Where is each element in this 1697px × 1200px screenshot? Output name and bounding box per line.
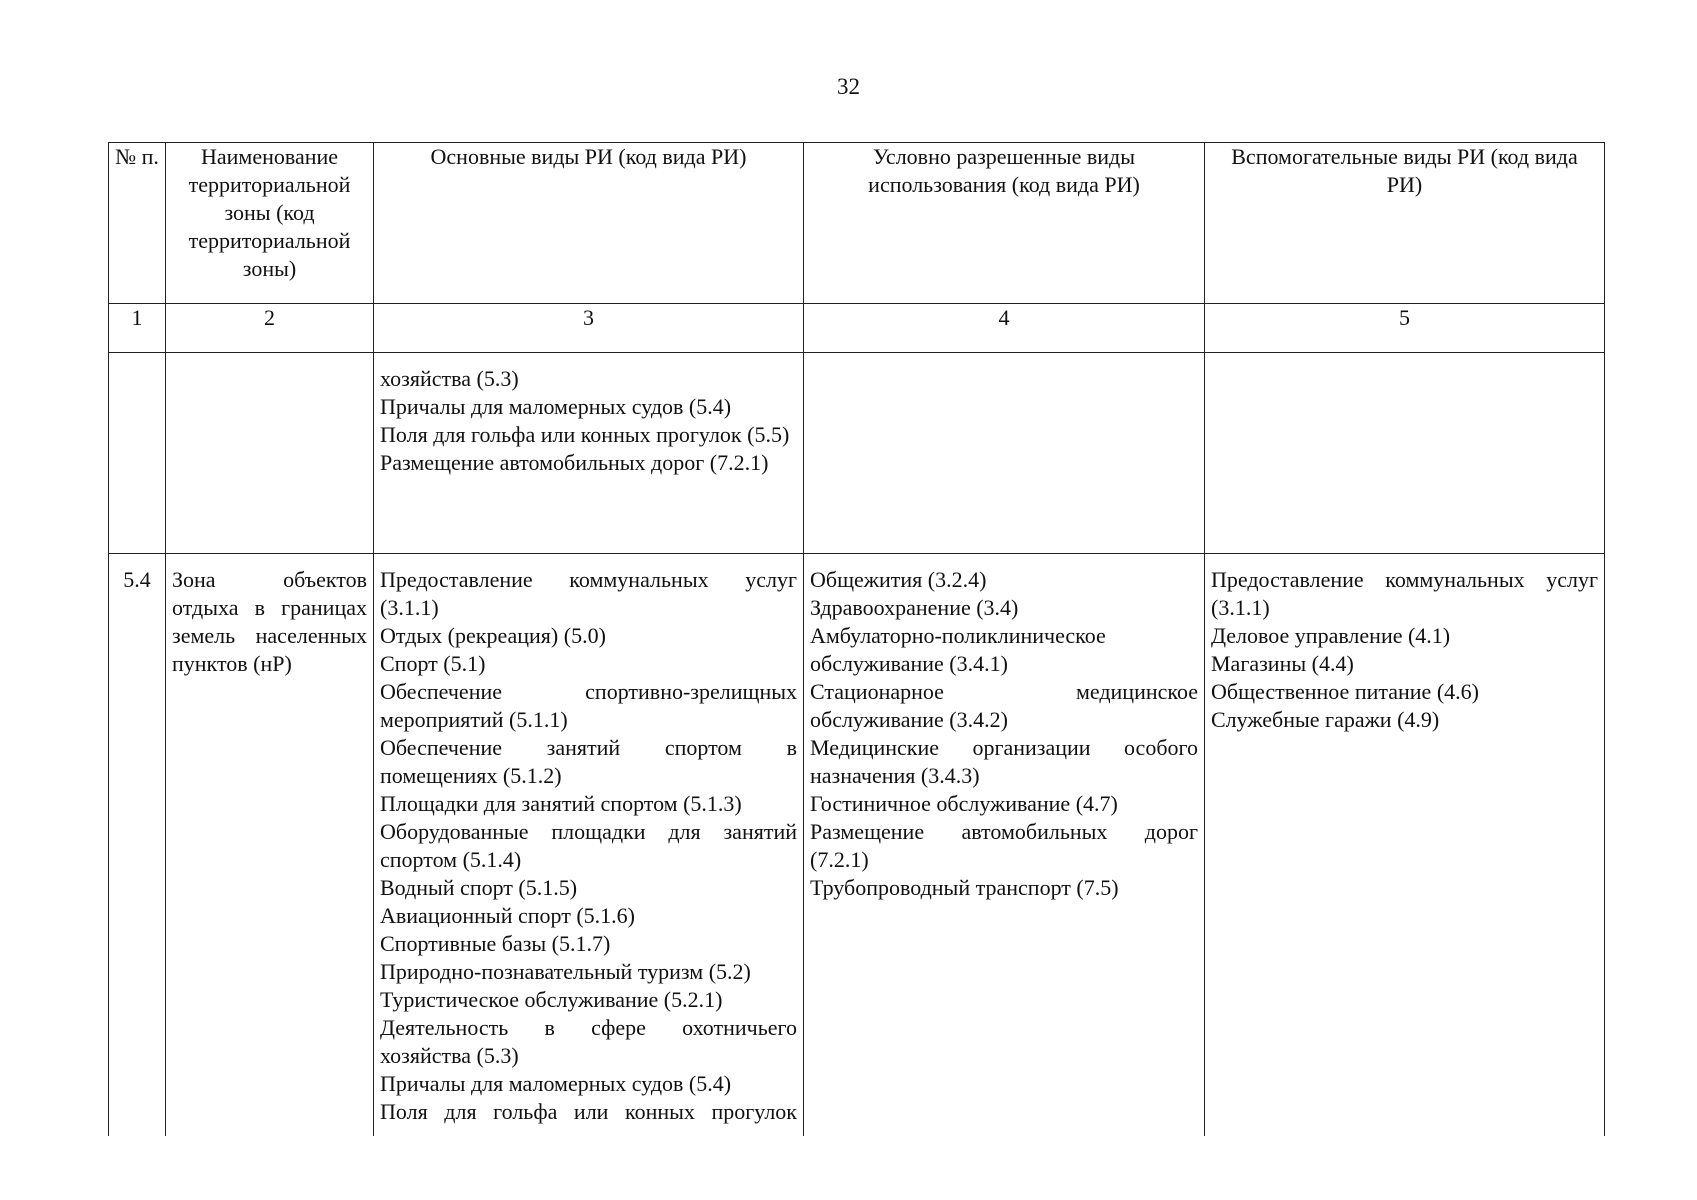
main-use-item: Туристическое обслуживание (5.2.1) [380,987,723,1012]
main-use-item: Обеспечение спортивно-зрелищных мероприятий (5.1.1) [380,679,797,732]
header-main-uses: Основные виды РИ (код вида РИ) [374,143,804,304]
column-number: 2 [166,304,374,353]
zone-main-uses-cell [374,554,804,1137]
main-use-item: Авиационный спорт (5.1.6) [380,903,635,928]
conditional-use-item: Общежития (3.2.4) [810,567,987,592]
main-use-item: Причалы для маломерных судов (5.4) [380,1071,732,1096]
column-number: 5 [1205,304,1605,353]
column-number: 3 [374,304,804,353]
main-use-item: Оборудованные площадки для занятий спортом (5.1.4) [380,819,797,872]
column-number: 1 [109,304,166,353]
main-use-item: Спортивные базы (5.1.7) [380,931,611,956]
zone-number: 5.4 [109,554,166,1137]
auxiliary-use-item: Деловое управление (4.1) [1211,623,1451,648]
zoning-table [108,142,1605,1136]
column-number: 4 [804,304,1205,353]
main-use-item: Размещение автомобильных дорог (7.2.1) [380,450,769,475]
continuation-row [109,353,1605,554]
zone-name: Зона объектов отдыха в границах земель населенных пунктов (нР) [172,567,367,676]
continuation-conditional-cell [804,353,1205,554]
continuation-main-uses-cell [374,353,804,554]
zone-name-cell [166,554,374,1137]
conditional-use-item: Здравоохранение (3.4) [810,595,1019,620]
main-use-item: Деятельность в сфере охотничьего хозяйства (5.3) [380,1015,797,1068]
auxiliary-use-item: Магазины (4.4) [1211,651,1354,676]
main-use-item: Поля для гольфа или конных прогулок (5.5) [380,422,790,447]
main-use-item: Предоставление коммунальных услуг (3.1.1) [380,567,797,620]
conditional-use-item: Медицинские организации особого назначения (3.4.3) [810,735,1198,788]
header-number: № п. [109,143,166,304]
main-use-item: хозяйства (5.3) [380,366,519,391]
zone-conditional-uses-cell [804,554,1205,1137]
zone-auxiliary-uses-cell [1205,554,1605,1137]
page-number: 32 [837,74,860,99]
header-row [109,143,1605,304]
auxiliary-use-item: Служебные гаражи (4.9) [1211,707,1440,732]
conditional-use-item: Амбулаторно-поликлиническое обслуживание (3.4.1) [810,623,1106,676]
main-use-item: Природно-познавательный туризм (5.2) [380,959,751,984]
main-use-item: Поля для гольфа или конных прогулок [380,1099,797,1124]
main-use-item: Отдых (рекреация) (5.0) [380,623,606,648]
conditional-use-item: Гостиничное обслуживание (4.7) [810,791,1118,816]
zone-row [109,554,1605,1137]
main-use-item: Причалы для маломерных судов (5.4) [380,394,732,419]
header-conditional-uses: Условно разрешенные виды использования (код вида РИ) [804,143,1205,304]
conditional-use-item: Стационарное медицинское обслуживание (3.4.2) [810,679,1198,732]
main-use-item: Обеспечение занятий спортом в помещениях (5.1.2) [380,735,797,788]
column-number-row [109,304,1605,353]
conditional-use-item: Трубопроводный транспорт (7.5) [810,875,1119,900]
header-zone-name: Наименование территориальной зоны (код территориальной зоны) [166,143,374,304]
continuation-number-cell [109,353,166,554]
auxiliary-use-item: Общественное питание (4.6) [1211,679,1479,704]
main-use-item: Спорт (5.1) [380,651,486,676]
continuation-zone-cell [166,353,374,554]
conditional-use-item: Размещение автомобильных дорог (7.2.1) [810,819,1198,872]
auxiliary-use-item: Предоставление коммунальных услуг (3.1.1) [1211,567,1598,620]
header-auxiliary-uses: Вспомогательные виды РИ (код вида РИ) [1205,143,1605,304]
continuation-auxiliary-cell [1205,353,1605,554]
main-use-item: Водный спорт (5.1.5) [380,875,578,900]
main-use-item: Площадки для занятий спортом (5.1.3) [380,791,742,816]
